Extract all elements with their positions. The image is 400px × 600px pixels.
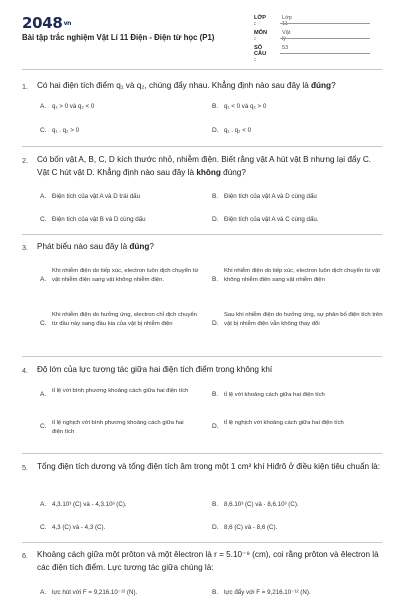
divider [22,453,382,454]
divider [22,69,382,70]
divider [22,542,382,543]
question-number: 2. [22,156,28,165]
question-number: 1. [22,82,28,91]
question-number: 4. [22,366,28,375]
question-text: Khoảng cách giữa một prôton và một êlectron là r = 5.10⁻⁹ (cm), coi rằng prôton và êlectron là các điện tích điểm. Lực tương tác giữa chúng là: [37,550,379,572]
site-logo[interactable]: 2048vn [22,14,72,32]
question-text: Độ lớn của lực tương tác giữa hai điện tích điểm trong không khí [37,365,273,374]
divider [22,356,382,357]
page-header: 2048vn Bài tập trắc nghiệm Vật Lí 11 Điện - Điện từ học (P1) LỚP : Lớp 11 MÔN : Vật lý SỐ CÂU : 53 [0,0,400,62]
page-title: Bài tập trắc nghiệm Vật Lí 11 Điện - Điện từ học (P1) [22,33,215,42]
question-number: 3. [22,243,28,252]
question-text: Có hai điện tích điểm q₁ và q₂, chúng đẩy nhau. Khẳng định nào sau đây là đúng? [37,81,336,90]
question-text: Phát biểu nào sau đây là đúng? [37,242,154,251]
question-number: 5. [22,463,28,472]
question-number: 6. [22,551,28,560]
divider [22,234,382,235]
question-text: Tổng điện tích dương và tổng điện tích âm trong một 1 cm³ khí Hiđrô ở điều kiện tiêu chuẩn là: [37,462,380,471]
divider [22,146,382,147]
question-text: Có bốn vật A, B, C, D kích thước nhỏ, nhiễm điện. Biết rằng vật A hút vật B nhưng lại đẩy C. Vật C hút vật D. Khẳng định nào sau đây là không đúng? [37,155,372,177]
